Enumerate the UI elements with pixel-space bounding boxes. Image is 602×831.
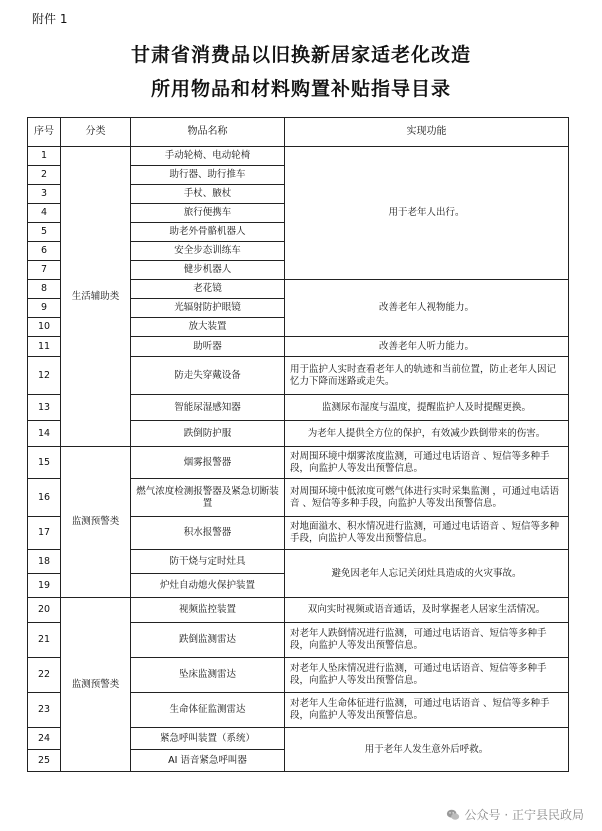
wechat-icon [446, 808, 460, 822]
function-cell: 用于监护人实时查看老年人的轨迹和当前位置，防止老年人因记忆力下降而迷路或走失。 [285, 357, 569, 395]
row-no: 21 [28, 623, 61, 658]
function-cell: 对周围环境中低浓度可燃气体进行实时采集监测 ，可通过电话语音 、短信等多种手段，向监护人等发出预警信息。 [285, 479, 569, 517]
row-no: 6 [28, 242, 61, 261]
function-cell: 对老年人坠床情况进行监测，可通过电话语音、短信等多种手段，向监护人等发出预警信息。 [285, 658, 569, 693]
column-header-no: 序号 [28, 118, 61, 147]
item-name: 燃气浓度检测报警器及紧急切断装置 [131, 479, 285, 517]
row-no: 10 [28, 318, 61, 337]
item-name: 助行器、助行推车 [131, 166, 285, 185]
item-name: 安全步态训练车 [131, 242, 285, 261]
row-no: 20 [28, 598, 61, 623]
function-cell: 对老年人生命体征进行监测，可通过电话语音 、短信等多种手段，向监护人等发出预警信息。 [285, 693, 569, 728]
item-name: 放大装置 [131, 318, 285, 337]
item-name: 防走失穿戴设备 [131, 357, 285, 395]
item-name: 老花镜 [131, 280, 285, 299]
row-no: 23 [28, 693, 61, 728]
function-cell: 监测尿布湿度与温度，提醒监护人及时提醒更换。 [285, 395, 569, 421]
function-cell: 改善老年人视物能力。 [285, 280, 569, 337]
row-no: 17 [28, 517, 61, 550]
item-name: 手动轮椅、电动轮椅 [131, 147, 285, 166]
item-name: 生命体征监测雷达 [131, 693, 285, 728]
row-no: 13 [28, 395, 61, 421]
item-name: 手杖、腋杖 [131, 185, 285, 204]
table-row [28, 598, 569, 623]
watermark [446, 806, 584, 823]
item-name: 光辐射防护眼镜 [131, 299, 285, 318]
item-name: 助老外骨骼机器人 [131, 223, 285, 242]
function-cell: 用于老年人发生意外后呼救。 [285, 728, 569, 772]
item-name: 坠床监测雷达 [131, 658, 285, 693]
function-cell: 对老年人跌倒情况进行监测，可通过电话语音、短信等多种手段，向监护人等发出预警信息。 [285, 623, 569, 658]
row-no: 4 [28, 204, 61, 223]
function-cell: 对周围环境中烟雾浓度监测，可通过电话语音 、短信等多种手段，向监护人等发出预警信息。 [285, 447, 569, 479]
item-name: AI 语音紧急呼叫器 [131, 750, 285, 772]
row-no: 25 [28, 750, 61, 772]
attachment-label: 附件 1 [32, 12, 68, 26]
row-no: 19 [28, 574, 61, 598]
row-no: 7 [28, 261, 61, 280]
row-no: 12 [28, 357, 61, 395]
column-header-category: 分类 [61, 118, 131, 147]
item-name: 视频监控装置 [131, 598, 285, 623]
category-cell: 监测预警类 [61, 447, 131, 598]
row-no: 14 [28, 421, 61, 447]
item-name: 紧急呼叫装置（系统） [131, 728, 285, 750]
item-name: 跌倒监测雷达 [131, 623, 285, 658]
function-cell: 用于老年人出行。 [285, 147, 569, 280]
column-header-function: 实现功能 [285, 118, 569, 147]
item-name: 旅行便携车 [131, 204, 285, 223]
row-no: 5 [28, 223, 61, 242]
item-name: 助听器 [131, 337, 285, 357]
row-no: 16 [28, 479, 61, 517]
category-cell: 监测预警类 [61, 598, 131, 772]
column-header-item-name: 物品名称 [131, 118, 285, 147]
item-name: 跌倒防护服 [131, 421, 285, 447]
page-subtitle: 所用物品和材料购置补贴指导目录 [150, 78, 451, 100]
row-no: 8 [28, 280, 61, 299]
row-no: 15 [28, 447, 61, 479]
row-no: 9 [28, 299, 61, 318]
item-name: 烟雾报警器 [131, 447, 285, 479]
row-no: 22 [28, 658, 61, 693]
watermark-text: 公众号 · 正宁县民政局 [464, 808, 584, 822]
table-header-row [28, 118, 569, 147]
item-name: 炉灶自动熄火保护装置 [131, 574, 285, 598]
table-row [28, 147, 569, 166]
function-cell: 为老年人提供全方位的保护，有效减少跌倒带来的伤害。 [285, 421, 569, 447]
function-cell: 对地面溢水、积水情况进行监测，可通过电话语音 、短信等多种手段，向监护人等发出预警信息。 [285, 517, 569, 550]
row-no: 1 [28, 147, 61, 166]
category-cell: 生活辅助类 [61, 147, 131, 447]
row-no: 3 [28, 185, 61, 204]
function-cell: 避免因老年人忘记关闭灶具造成的火灾事故。 [285, 550, 569, 598]
item-name: 防干烧与定时灶具 [131, 550, 285, 574]
function-cell: 双向实时视频或语音通话，及时掌握老人居家生活情况。 [285, 598, 569, 623]
row-no: 24 [28, 728, 61, 750]
item-name: 健步机器人 [131, 261, 285, 280]
table-row [28, 447, 569, 479]
page-title: 甘肃省消费品以旧换新居家适老化改造 [130, 44, 471, 66]
row-no: 11 [28, 337, 61, 357]
item-name: 智能尿湿感知器 [131, 395, 285, 421]
function-cell: 改善老年人听力能力。 [285, 337, 569, 357]
row-no: 18 [28, 550, 61, 574]
catalog-table [27, 117, 569, 772]
row-no: 2 [28, 166, 61, 185]
item-name: 积水报警器 [131, 517, 285, 550]
